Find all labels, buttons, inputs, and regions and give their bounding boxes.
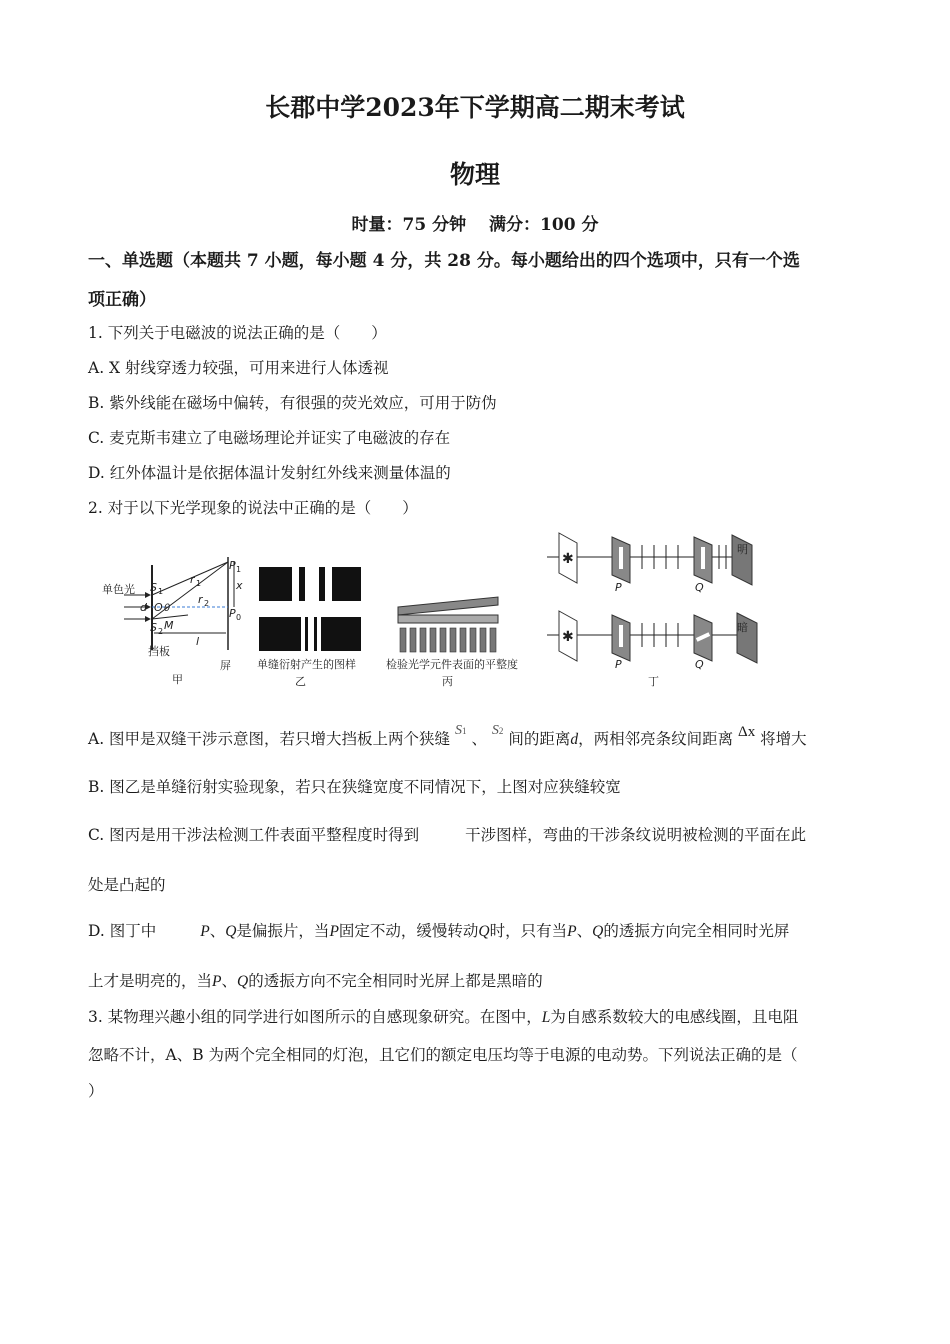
question-2-option-c-cont: 处是凸起的 xyxy=(88,876,166,894)
jia-r1: r xyxy=(190,573,195,586)
ding-q-bottom: Q xyxy=(695,658,704,671)
jia-p1-sub: 1 xyxy=(236,565,242,574)
jia-d: d xyxy=(140,601,147,614)
jia-s1: S xyxy=(150,581,157,594)
jia-l: l xyxy=(196,635,200,648)
jia-theta: θ xyxy=(164,603,171,614)
subject-title: 物理 xyxy=(449,160,500,189)
ding-dark: 暗 xyxy=(737,621,748,634)
question-1-option-b: B. 紫外线能在磁场中偏转，有很强的荧光效应，可用于防伪 xyxy=(88,394,497,412)
figure-ding xyxy=(547,533,757,688)
yi-caption: 乙 xyxy=(295,675,306,688)
jia-p0-sub: 0 xyxy=(236,613,242,622)
question-1-option-a: A. X 射线穿透力较强，可用来进行人体透视 xyxy=(88,359,389,377)
exam-title: 长郡中学2023年下学期高二期末考试 xyxy=(265,93,685,122)
question-1-option-d: D. 红外体温计是依据体温计发射红外线来测量体温的 xyxy=(88,464,451,482)
section-heading: 一、单选题（本题共 7 小题，每小题 4 分，共 28 分。每小题给出的四个选项中，只有一个选 xyxy=(88,251,800,271)
yi-label: 单缝衍射产生的图样 xyxy=(257,658,356,671)
jia-x: x xyxy=(236,579,243,592)
jia-screen-label: 屏 xyxy=(220,659,231,672)
jia-s2-sub: 2 xyxy=(158,627,164,636)
jia-baffle-label: 挡板 xyxy=(148,645,170,658)
jia-caption: 甲 xyxy=(172,673,183,686)
question-1-stem: 1. 下列关于电磁波的说法正确的是（ ） xyxy=(88,324,387,342)
jia-s1-sub: 1 xyxy=(158,587,164,596)
jia-s2: S xyxy=(150,621,157,634)
question-1-option-c: C. 麦克斯韦建立了电磁场理论并证实了电磁波的存在 xyxy=(88,429,451,447)
jia-r2-sub: 2 xyxy=(204,599,210,608)
question-3-stem: 3. 某物理兴趣小组的同学进行如图所示的自感现象研究。在图中，L为自感系数较大的电感线圈，且电阻 xyxy=(88,1008,799,1026)
question-2-option-d: D. 图丁中 P、Q是偏振片，当P固定不动，缓慢转动Q时，只有当P、Q的透振方向完全相同时光屏 xyxy=(88,922,790,940)
section-heading-cont: 项正确） xyxy=(88,290,156,310)
bing-caption: 丙 xyxy=(442,675,453,688)
question-2-option-a: A. 图甲是双缝干涉示意图，若只增大挡板上两个狭缝 S1 、 S2 间的距离d，两相邻亮条纹间距离 Δx 将增大 xyxy=(88,723,807,748)
ding-q-top: Q xyxy=(695,581,704,594)
ding-p-bottom: P xyxy=(615,658,622,671)
figure-jia xyxy=(102,557,243,686)
bing-label: 检验光学元件表面的平整度 xyxy=(386,658,518,671)
question-3-stem-end: ） xyxy=(88,1082,104,1100)
jia-p1: P xyxy=(229,559,236,572)
question-2-option-c: C. 图丙是用干涉法检测工件表面平整程度时得到 干涉图样，弯曲的干涉条纹说明被检测的平面在此 xyxy=(88,826,807,844)
light-source-icon: ✱ xyxy=(562,629,574,645)
jia-o: O xyxy=(154,601,163,614)
jia-light-label: 单色光 xyxy=(102,583,135,596)
question-2-option-b: B. 图乙是单缝衍射实验现象，若只在狭缝宽度不同情况下，上图对应狭缝较宽 xyxy=(88,778,621,796)
light-source-icon: ✱ xyxy=(562,551,574,567)
jia-p0: P xyxy=(229,607,236,620)
jia-m: M xyxy=(164,619,174,632)
exam-meta: 时量：75 分钟 满分：100 分 xyxy=(351,215,599,235)
ding-p-top: P xyxy=(615,581,622,594)
question-2-option-d-cont: 上才是明亮的，当P、Q的透振方向不完全相同时光屏上都是黑暗的 xyxy=(88,972,543,990)
question-3-stem-cont: 忽略不计，A、B 为两个完全相同的灯泡，且它们的额定电压均等于电源的电动势。下列说法正确的是（ xyxy=(88,1046,798,1064)
ding-caption: 丁 xyxy=(648,675,659,688)
jia-r2: r xyxy=(198,593,203,606)
figure-yi xyxy=(257,567,361,688)
figure-bing xyxy=(386,597,518,688)
ding-bright: 明 xyxy=(737,543,748,556)
jia-r1-sub: 1 xyxy=(196,579,202,588)
optics-figure xyxy=(92,525,772,695)
question-2-stem: 2. 对于以下光学现象的说法中正确的是（ ） xyxy=(88,499,418,517)
